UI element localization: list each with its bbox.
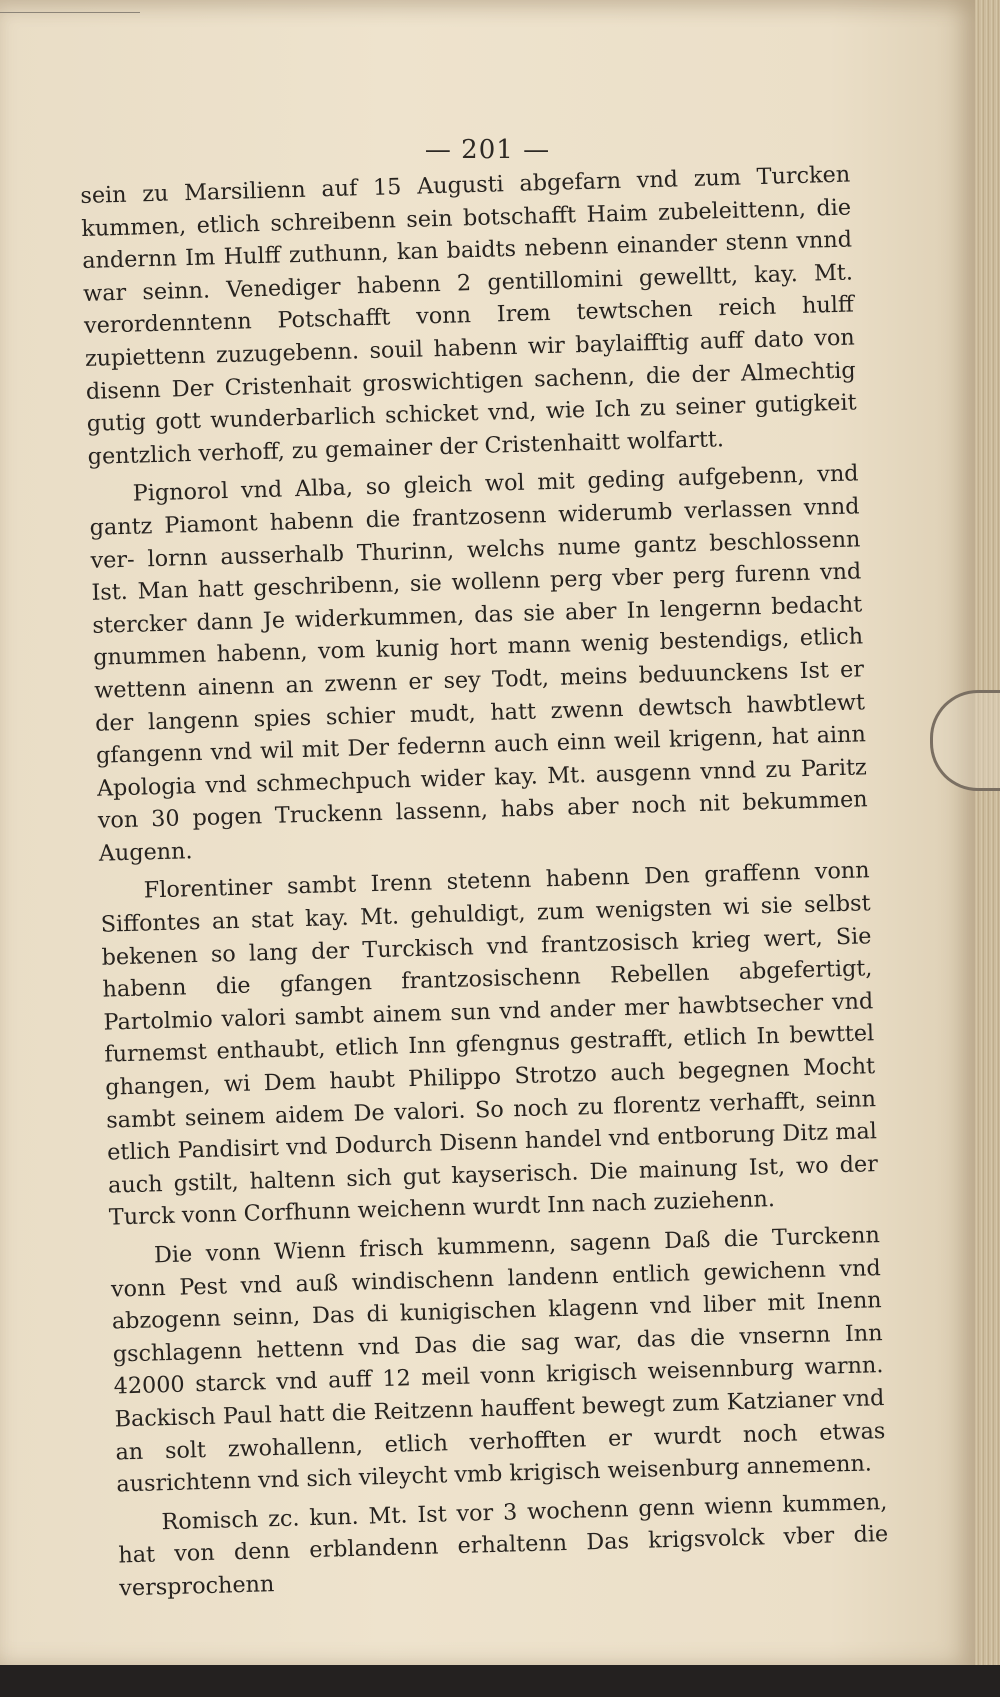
page-edge: [975, 0, 1000, 1665]
page-number: — 201 —: [424, 135, 551, 165]
paragraph-3: Florentiner sambt Irenn stetenn habenn Den graffenn vonn Siffontes an stat kay. Mt. gehuldigt, zum wenigsten wi sie selbst bekenen so lang der Turckisch vnd frantzosisch krieg wert, Sie habenn die gfangen frantzosischenn Rebellen abgefertigt, Partolmio valori sambt ainem sun vnd ander mer hawbtsecher vnd furnemst enthaubt, etlich Inn gfengnus gestrafft, etlich In bewttel ghangen, wi Dem haubt Philippo Strotzo auch begegnen Mocht sambt seinem aidem De valori. So noch zu florentz verhafft, seinn etlich Pandisirt vnd Dodurch Disenn handel vnd entborung Ditz mal auch gstilt, haltenn sich gut kayserisch. Die mainung Ist, wo der Turck vonn Corfhunn weichenn wurdt Inn nach zuziehenn.: [100, 857, 879, 1231]
body-text: [80, 159, 890, 1605]
paragraph-5: Romisch zc. kun. Mt. Ist vor 3 wochenn genn wienn kummen, hat von denn erblandenn erhaltenn Das krigsvolck vber die versprochenn: [118, 1488, 889, 1602]
paragraph-4: Die vonn Wienn frisch kummenn, sagenn Daß die Turckenn vonn Pest vnd auß windischenn landenn entlich gewichenn vnd abzogenn seinn, Das di kunigischen klagenn vnd liber mit Inenn gschlagenn hettenn vnd Das die sag war, das die vnsernn Inn 42000 starck vnd auff 12 meil vonn krigisch weisennburg warnn. Backisch Paul hatt die Reitzenn hauffent bewegt zum Katzianer vnd an solt zwohallenn, etlich verhofften er wurdt noch etwas ausrichtenn vnd sich vileycht vmb krigisch weisenburg annemenn.: [110, 1222, 886, 1498]
scan-background: [0, 1665, 1000, 1697]
top-edge-marking: [0, 0, 140, 13]
paragraph-1: sein zu Marsilienn auf 15 Augusti abgefarn vnd zum Turcken kummen, etlich schreibenn sein botschafft Haim zubeleittenn, die andernn Im Hulff zuthunn, kan baidts nebenn einander stenn vnnd war seinn. Venediger habenn 2 gentillomini gewelltt, kay. Mt. verordenntenn Potschafft vonn Irem tewtschen reich hulff zupiettenn zuzugebenn. souil habenn wir baylaifftig auff dato von disenn Der Cristenhait groswichtigen sachenn, die der Almechtig gutig gott wunderbarlich schicket vnd, wie Ich zu seiner gutigkeit gentzlich verhoff, zu gemainer der Cristenhaitt wolfartt.: [80, 161, 857, 470]
paragraph-2: Pignorol vnd Alba, so gleich wol mit geding aufgebenn, vnd gantz Piamont habenn die frantzosenn widerumb verlassen vnnd ver- lornn ausserhalb Thurinn, welchs nume gantz beschlossenn Ist. Man hatt geschribenn, sie wollenn perg vber perg furenn vnd stercker dann Je widerkummen, das sie aber In lengernn bedacht gnummen habenn, vom kunig hort mann wenig bestendigs, etlich wettenn ainenn an zwenn er sey Todt, meins beduunckens Ist er der langenn spies schier mudt, hatt zwenn dewtsch hawbtlewt gfangenn vnd wil mit Der federnn auch einn weil krigenn, hat ainn Apologia vnd schmechpuch wider kay. Mt. ausgenn vnnd zu Paritz von 30 pogen Truckenn lassenn, habs aber noch nit bekummen Augenn.: [89, 460, 868, 867]
